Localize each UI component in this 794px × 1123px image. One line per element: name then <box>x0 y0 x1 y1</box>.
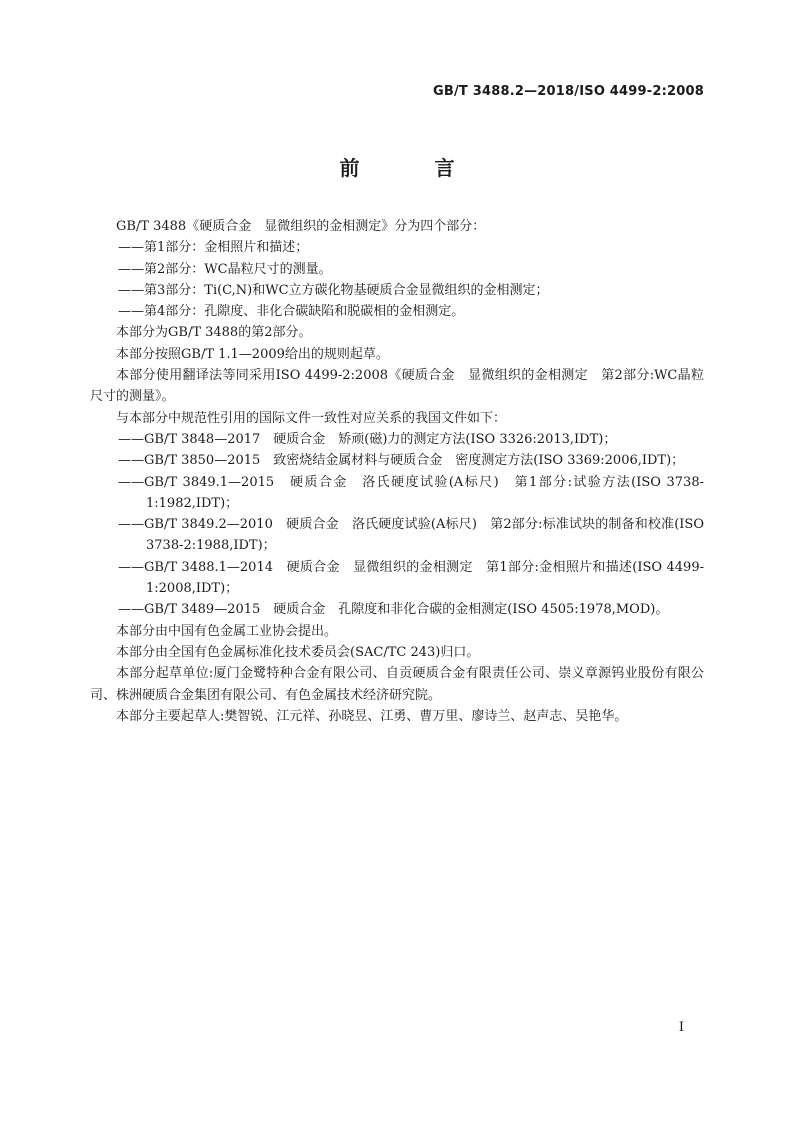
paragraph-proposer: 本部分由中国有色金属工业协会提出。 <box>116 623 338 639</box>
reference-item-2: ——GB/T 3850—2015 致密烧结金属材料与硬质合金 密度测定方法(ISO 3369:2006,IDT)； <box>118 453 685 469</box>
list-item-part-3: ——第3部分：Ti(C,N)和WC立方碳化物基硬质合金显微组织的金相测定； <box>118 282 549 298</box>
reference-item-6: ——GB/T 3489—2015 硬质合金 孔隙度和非化合碳的金相测定(ISO 4505:1978,MOD)。 <box>118 602 669 618</box>
paragraph-drafting-rules: 本部分按照GB/T 1.1—2009给出的规则起草。 <box>116 346 389 362</box>
reference-item-5: ——GB/T 3488.1—2014 硬质合金 显微组织的金相测定 第1部分:金相照片和描述(ISO 4499-1:2008,IDT)； <box>118 559 704 597</box>
paragraph-references-intro: 与本部分中规范性引用的国际文件一致性对应关系的我国文件如下： <box>116 410 507 426</box>
document-body <box>90 216 704 727</box>
reference-item-3: ——GB/T 3849.1—2015 硬质合金 洛氏硬度试验(A标尺) 第1部分:试验方法(ISO 3738-1:1982,IDT)； <box>118 474 704 511</box>
page-title: 前 言 <box>339 156 489 180</box>
page-number: I <box>678 1020 684 1035</box>
paragraph-iso-adoption: 本部分使用翻译法等同采用ISO 4499-2:2008《硬质合金 显微组织的金相测定 第2部分:WC晶粒尺寸的测量》。 <box>90 368 704 405</box>
list-item-part-2: ——第2部分：WC晶粒尺寸的测量。 <box>118 261 332 277</box>
intro-paragraph: GB/T 3488《硬质合金 显微组织的金相测定》分为四个部分： <box>116 219 486 234</box>
list-item-part-4: ——第4部分：孔隙度、非化合碳缺陷和脱碳相的金相测定。 <box>118 304 465 320</box>
paragraph-drafting-units: 本部分起草单位:厦门金鹭特种合金有限公司、自贡硬质合金有限责任公司、崇义章源钨业股份有限公司、株洲硬质合金集团有限公司、有色金属技术经济研究院。 <box>90 666 704 703</box>
reference-item-1: ——GB/T 3848—2017 硬质合金 矫顽(磁)力的测定方法(ISO 3326:2013,IDT)； <box>118 431 617 447</box>
standard-code: GB/T 3488.2—2018/ISO 4499-2:2008 <box>433 84 704 99</box>
list-item-part-1: ——第1部分：金相照片和描述； <box>118 240 309 256</box>
paragraph-committee: 本部分由全国有色金属标准化技术委员会(SAC/TC 243)归口。 <box>116 644 480 660</box>
paragraph-part-statement: 本部分为GB/T 3488的第2部分。 <box>116 325 312 341</box>
reference-item-4: ——GB/T 3849.2—2010 硬质合金 洛氏硬度试验(A标尺) 第2部分:标准试块的制备和校准(ISO 3738-2:1988,IDT)； <box>118 517 704 554</box>
paragraph-drafters: 本部分主要起草人:樊智锐、江元祥、孙晓昱、江勇、曹万里、廖诗兰、赵声志、吴艳华。 <box>116 708 628 724</box>
